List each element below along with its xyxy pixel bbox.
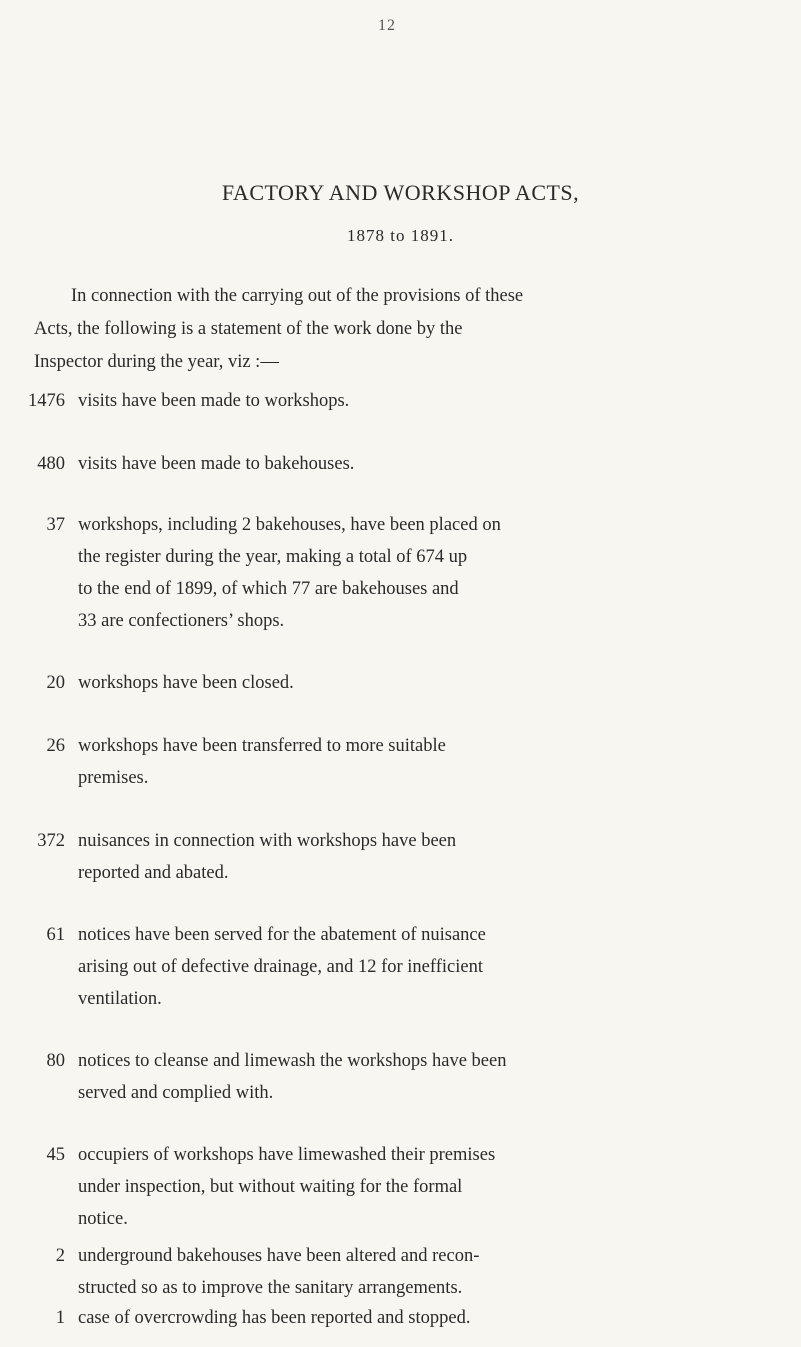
entry-text: ventilation.	[78, 989, 162, 1009]
entry-text: notices have been served for the abatement of nuisance	[78, 925, 486, 945]
entry-number: 20	[46, 673, 65, 693]
entry-text: notices to cleanse and limewash the workshops have been	[78, 1051, 507, 1071]
page-subtitle: 1878 to 1891.	[347, 226, 454, 245]
entry-text: occupiers of workshops have limewashed their premises	[78, 1145, 496, 1165]
entry-text: to the end of 1899, of which 77 are bakehouses and	[78, 579, 459, 599]
entry-number: 61	[46, 925, 65, 945]
entry-text: visits have been made to bakehouses.	[78, 454, 355, 474]
entry-number: 80	[46, 1051, 65, 1071]
intro-line: In connection with the carrying out of the provisions of these	[71, 286, 524, 306]
entry-text: notice.	[78, 1209, 128, 1229]
entry-text: the register during the year, making a total of 674 up	[78, 547, 468, 567]
entry-text: 33 are confectioners’ shops.	[78, 611, 285, 631]
entry-text: workshops have been closed.	[78, 673, 294, 693]
entry-number: 45	[46, 1145, 65, 1165]
entry-text: nuisances in connection with workshops have been	[78, 831, 457, 851]
page-number: 12	[378, 17, 396, 34]
entry-text: arising out of defective drainage, and 12 for inefficient	[78, 957, 483, 977]
intro-line: Inspector during the year, viz :—	[34, 352, 279, 372]
entry-text: workshops have been transferred to more suitable	[78, 736, 446, 756]
entry-text: premises.	[78, 768, 149, 788]
entry-text: case of overcrowding has been reported and stopped.	[78, 1308, 471, 1328]
entry-number: 2	[55, 1246, 65, 1266]
entry-text: workshops, including 2 bakehouses, have been placed on	[78, 515, 501, 535]
entry-text: reported and abated.	[78, 863, 229, 883]
page-title: FACTORY AND WORKSHOP ACTS,	[221, 180, 580, 205]
entry-number: 372	[37, 831, 65, 851]
entry-number: 480	[37, 454, 65, 474]
entry-text: underground bakehouses have been altered and recon-	[78, 1246, 480, 1266]
entry-text: visits have been made to workshops.	[78, 391, 350, 411]
intro-paragraph	[34, 280, 774, 379]
entry-text: structed so as to improve the sanitary arrangements.	[78, 1278, 463, 1298]
entry-number: 1	[55, 1308, 65, 1328]
entry-number: 37	[46, 515, 65, 535]
entry-text: under inspection, but without waiting for the formal	[78, 1177, 463, 1197]
entry-number: 1476	[28, 391, 65, 411]
intro-line: Acts, the following is a statement of the work done by the	[34, 319, 463, 339]
entry-text: served and complied with.	[78, 1083, 274, 1103]
entry-number: 26	[46, 736, 65, 756]
